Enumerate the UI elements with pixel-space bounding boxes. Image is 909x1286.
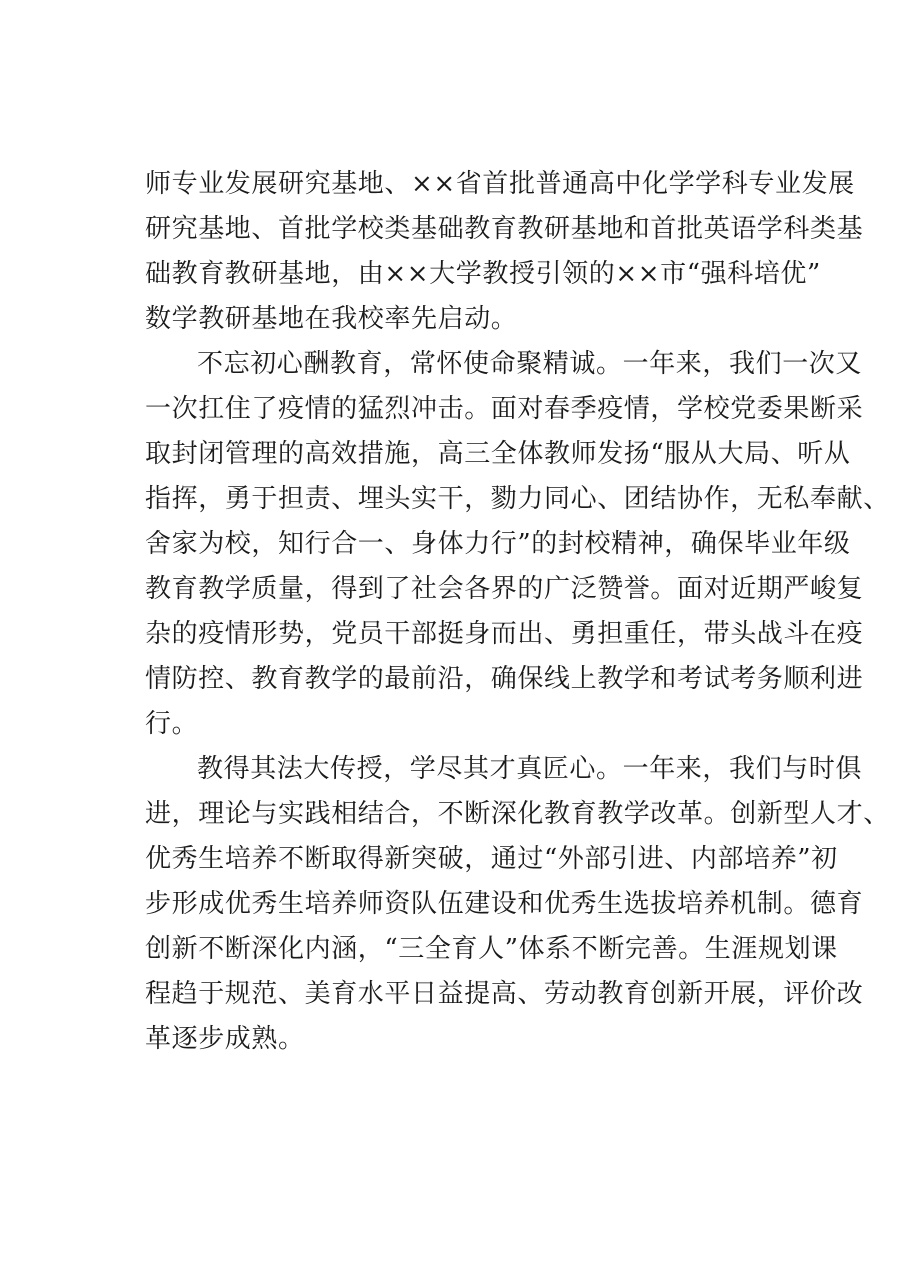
paragraph-1 xyxy=(145,162,864,342)
text-line: 取封闭管理的高效措施，高三全体教师发扬“服从大局、听从 xyxy=(145,439,851,469)
text-line: 进，理论与实践相结合，不断深化教育教学改革。创新型人才、 xyxy=(145,799,890,829)
text-line: 舍家为校，知行合一、身体力行”的封校精神，确保毕业年级 xyxy=(145,529,851,559)
text-line: 教育教学质量，得到了社会各界的广泛赞誉。面对近期严峻复 xyxy=(145,574,864,604)
text-line: 础教育教研基地，由××大学教授引领的××市“强科培优” xyxy=(145,259,821,289)
text-line: 不忘初心酬教育，常怀使命聚精诚。一年来，我们一次又 xyxy=(197,349,863,379)
paragraph-3 xyxy=(145,747,890,1062)
text-line: 指挥，勇于担责、埋头实干，勠力同心、团结协作，无私奉献、 xyxy=(145,484,890,514)
text-line: 步形成优秀生培养师资队伍建设和优秀生选拔培养机制。德育 xyxy=(145,889,864,919)
text-line: 情防控、教育教学的最前沿，确保线上教学和考试考务顺利进 xyxy=(145,664,864,694)
text-line: 师专业发展研究基地、××省首批普通高中化学学科专业发展 xyxy=(145,169,855,199)
text-line: 研究基地、首批学校类基础教育教研基地和首批英语学科类基 xyxy=(145,214,864,244)
paragraph-2 xyxy=(145,342,890,747)
text-line: 优秀生培养不断取得新突破，通过“外部引进、内部培养”初 xyxy=(145,844,838,874)
text-line: 数学教研基地在我校率先启动。 xyxy=(145,304,518,334)
text-line: 程趋于规范、美育水平日益提高、劳动教育创新开展，评价改 xyxy=(145,979,864,1009)
text-line: 创新不断深化内涵，“三全育人”体系不断完善。生涯规划课 xyxy=(145,934,838,964)
text-line: 杂的疫情形势，党员干部挺身而出、勇担重任，带头战斗在疫 xyxy=(145,619,864,649)
text-line: 革逐步成熟。 xyxy=(145,1024,305,1054)
text-line: 教得其法大传授，学尽其才真匠心。一年来，我们与时俱 xyxy=(197,754,863,784)
document-body xyxy=(145,162,890,1062)
text-line: 一次扛住了疫情的猛烈冲击。面对春季疫情，学校党委果断采 xyxy=(145,394,864,424)
text-line: 行。 xyxy=(145,709,199,739)
